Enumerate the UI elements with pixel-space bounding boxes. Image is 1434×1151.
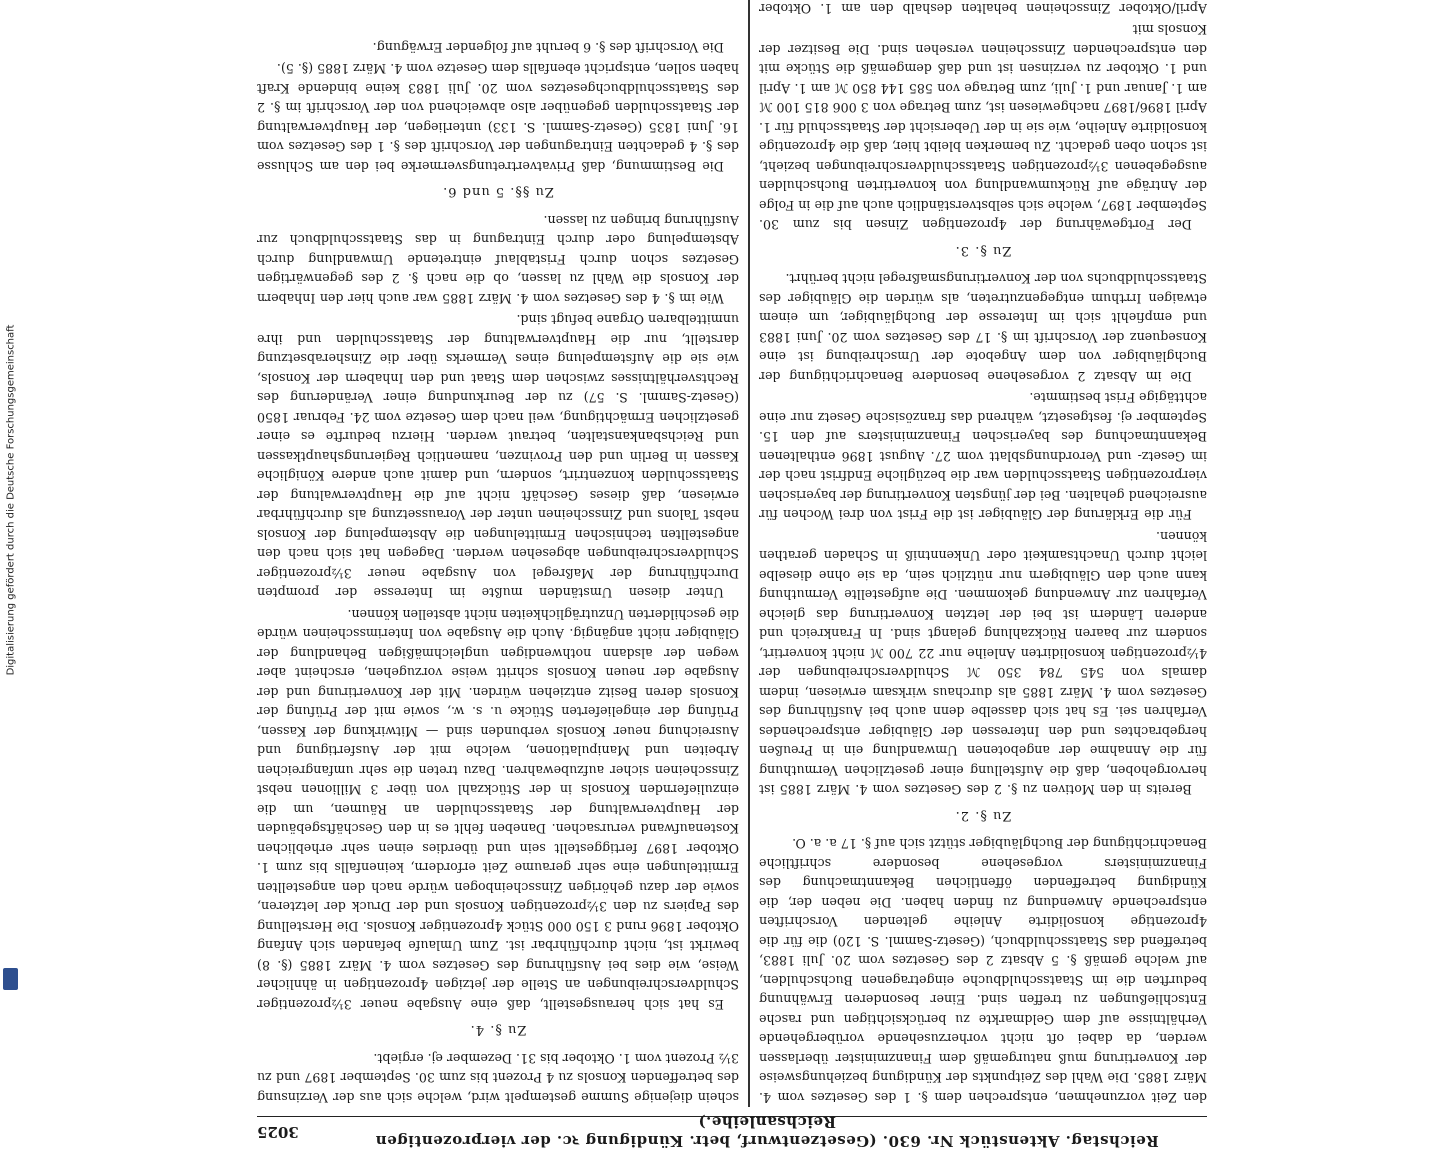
- page-number: 3025: [257, 1123, 299, 1141]
- paragraph: Der Fortgewährung der 4prozentigen Zinsen bis zum 30. September 1897, welche sich selbstverständlich auch auf die in Folge der Anträge auf Rückumwandlung von konvertirten Buchschulden ausgegebenen 3½prozentigen Staatsschuldverschreibungen bezieht, ist schon oben gedacht. Zu bemerken bleibt hier, daß die 4prozentige konsolidirte Anleihe, wie sie in der Uebersicht der Staatsschuld für 1. April 1896/1897 nachgewiesen ist, zum Betrage von 3 006 815 100 ℳ am 1. Januar und 1. Juli, zum Betrage von 585 144 850 ℳ am 1. April und 1. Oktober zu verzinsen ist und daß demgemäß die Stücke mit den entsprechenden Zinsscheinen versehen sind. Die Besitzer der Konsols mit: [759, 22, 1207, 233]
- paragraph: den Zeit vorzunehmen, entsprechen dem §. 1 des Gesetzes vom 4. März 1885. Die Wahl des Zeitpunkts der Kündigung beziehungsweise der Konvertirung muß naturgemäß dem Finanzminister überlassen werden, da dabei oft nicht vorherzusehende vorübergehende Verhältnisse auf dem Geldmarkte zu berücksichtigen und rasche Entschließungen zu treffen sind. Einer besonderen Erwähnung bedurften die im Staatsschuldbuche eingetragenen Buchschulden, auf welche gemäß §. 5 Absatz 2 des Gesetzes vom 20. Juli 1883, betreffend das Staatsschuldbuch, (Gesetz-Samml. S. 120) die für die 4prozentige konsolidirte Anleihe geltenden Vorschriften entsprechende Anwendung zu finden haben. Die neben der, die Kündigung betreffenden öffentlichen Bekanntmachung des Finanzministers vorgesehene besondere schriftliche Benachrichtigung der Buchgläubiger stützt sich auf §. 17 a. a. O.: [759, 836, 1207, 1105]
- paragraph: schein diejenige Summe gestempelt wird, welche sich aus der Verzinsung des betreffenden Konsols zu 4 Prozent bis zum 30. September 1897 und zu 3½ Prozent vom 1. Oktober bis 31. Dezember ej. ergiebt.: [257, 1051, 739, 1105]
- column-divider: [749, 0, 751, 1107]
- paragraph: April/Oktober Zinsscheinen behalten deshalb den am 1. Oktober: [759, 1, 1207, 16]
- paragraph: Es hat sich herausgestellt, daß eine Ausgabe neuer 3½prozentiger Schuldverschreibungen an Stelle der jetzigen 4prozentigen in ähnlicher Weise, wie dies bei Ausführung des Gesetzes vom 4. März 1885 (§. 8) bewirkt ist, nicht durchführbar ist. Zum Umlaufe befanden sich Anfang Oktober 1896 rund 3 150 000 Stück 4prozentiger Konsols. Die Herstellung des Papiers zu den 3½prozentigen Konsols und der Druck der letzteren, sowie der dazu gehörigen Zinsscheinbogen würde nach den angestellten Ermittelungen eine sehr geraume Zeit erfordern, keinenfalls bis zum 1. Oktober 1897 fertiggestellt sein und überdies einen sehr erheblichen Kostenaufwand verursachen. Daneben fehlt es in den Geschäftsgebäuden der Hauptverwaltung der Staatsschulden an Räumen, um die einzuliefernden Konsols in der Stückzahl von über 3 Millionen nebst Zinsscheinen sicher aufzubewahren. Dazu treten die sehr umfangreichen Arbeiten und Manipulationen, welche mit der Ausfertigung und Ausreichung neuer Konsols verbunden sind — Mitwirkung der Kassen, Prüfung der eingelieferten Stücke u. s. w., sowie mit der Prüfung der Konsols deren Besitz entziehen würden. Mit der Konvertirung und der Ausgabe der neuen Konsols schritt weise vorzugehen, erscheint aber wegen der alsdann nothwendigen ungleichmäßigen Behandlung der Gläubiger nicht angängig. Auch die Ausgabe von Interimsscheinen würde die geschilderten Unzuträglichkeiten nicht abstellen können.: [257, 607, 739, 1012]
- paragraph: Wie im §. 4 des Gesetzes vom 4. März 1885 war auch hier den Inhabern der Konsols die Wahl zu lassen, ob die nach §. 2 des gegenwärtigen Gesetzes schon durch Fristablauf eintretende Umwandlung durch Abstempelung oder durch Eintragung in das Staatsschuldbuch zur Ausführung bringen zu lassen.: [257, 213, 739, 306]
- digitization-strip: [0, 0, 22, 1000]
- digitization-credit: Digitalisierung gefördert durch die Deutsche Forschungsgemeinschaft: [5, 324, 17, 676]
- printed-page: [257, 0, 1207, 1150]
- left-column: [759, 0, 1207, 1107]
- paragraph: Bereits in den Motiven zu §. 2 des Gesetzes vom 4. März 1885 ist hervorgehoben, daß die Aufstellung einer gesetzlichen Vermuthung für die Annahme der angebotenen Umwandlung ein in Preußen hergebrachtes und den Interessen der Gläubiger entsprechendes Verfahren sei. Es hat sich dasselbe denn auch bei Ausführung des Gesetzes vom 4. März 1885 als durchaus wirksam erwiesen, indem damals von 545 784 350 ℳ Schuldverschreibungen der 4½prozentigen konsolidirten Anleihe nur 22 700 ℳ nicht konvertirt, sondern zur baaren Rückzahlung gelangt sind. In Frankreich und anderen Ländern ist bei der letzten Konvertirung das gleiche Verfahren zur Anwendung gekommen. Die aufgestellte Vermuthung kann auch den Gläubigern nur nützlich sein, da sie ohne dieselbe leicht durch Unachtsamkeit oder Unkenntniß in Schaden gerathen können.: [759, 529, 1207, 798]
- running-head: [257, 1113, 1207, 1150]
- dfg-logo-icon: [3, 968, 18, 990]
- section-heading: Zu §. 3.: [954, 243, 1012, 258]
- paragraph: Für die Erklärung der Gläubiger ist die Frist von drei Wochen für ausreichend gehalten. Bei der jüngsten Konvertirung der bayerischen vierprozentigen Staatsschulden war die bezügliche Endfrist nach der im Gesetz- und Verordnungsblatt vom 27. August 1896 enthaltenen Bekanntmachung des bayerischen Finanzministers auf den 15. September ej. festgesetzt, während das französische Gesetz nur eine achttägige Frist bestimmte.: [759, 390, 1207, 523]
- paragraph: Die Bestimmung, daß Privatvertretungsvermerke bei den am Schlusse des §. 4 gedachten Eintragungen der Vorschrift des §. 1 des Gesetzes vom 16. Juni 1835 (Gesetz-Samml. S. 133) unterliegen, der Hauptverwaltung der Staatsschulden gegenüber also abweichend von der Vorschrift im §. 2 des Staatsschuldbuchgesetzes vom 20. Juli 1883 keine bindende Kraft haben sollen, entspricht ebenfalls dem Gesetze vom 4. März 1885 (§. 5).: [257, 61, 739, 174]
- paragraph: Die Vorschrift des §. 6 beruht auf folgender Erwägung.: [372, 40, 724, 55]
- scanned-page: [82, 1, 1382, 1150]
- right-column: [257, 0, 739, 1107]
- section-heading: Zu §. 2.: [954, 808, 1012, 823]
- section-heading: Zu §. 4.: [469, 1022, 527, 1038]
- paragraph: Unter diesen Umständen mußte im Interesse der prompten Durchführung der Maßregel von Ausgabe neuer 3½prozentiger Schuldverschreibungen abgesehen werden. Dagegen hat sich nach den angestellten technischen Ermittelungen die Abstempelung der Konsols nebst Talons und Zinsscheinen unter der Voraussetzung als durchführbar erwiesen, daß dieses Geschäft nicht auf die Hauptverwaltung der Staatsschulden konzentrirt, sondern, und damit auch andere Königliche Kassen in Berlin und den Provinzen, namentlich Regierungshauptkassen und Reichsbankanstalten, betraut werden. Hierzu bedurfte es einer gesetzlichen Ermächtigung, weil nach dem Gesetze vom 24. Februar 1850 (Gesetz-Samml. S. 57) zu der Beurkundung einer Veränderung des Rechtsverhältnisses zwischen dem Staat und den Inhabern der Konsols, wie sie die Aufstempelung eines Vermerks über die Zinsherabsetzung darstellt, nur die Hauptverwaltung der Staatsschulden und ihre unmittelbaren Organe befugt sind.: [257, 312, 739, 601]
- section-heading: Zu §§. 5 und 6.: [442, 184, 554, 200]
- page-title: Reichstag. Aktenstück Nr. 630. (Gesetzentwurf, betr. Kündigung ꝛc. der vierprozentigen Reichsanleihe.): [375, 1113, 1159, 1150]
- paragraph: Die im Absatz 2 vorgesehene besondere Benachrichtigung der Buchgläubiger von dem Angebote der Umschreibung ist eine Konsequenz der Vorschrift im §. 17 des Gesetzes vom 20. Juni 1883 und empfiehlt sich im Interesse der Buchgläubiger, um einem etwaigen Irrthum entgegenzutreten, als würden die Gläubiger des Staatsschuldbuchs von der Konvertirungsmaßregel nicht berührt.: [759, 271, 1207, 384]
